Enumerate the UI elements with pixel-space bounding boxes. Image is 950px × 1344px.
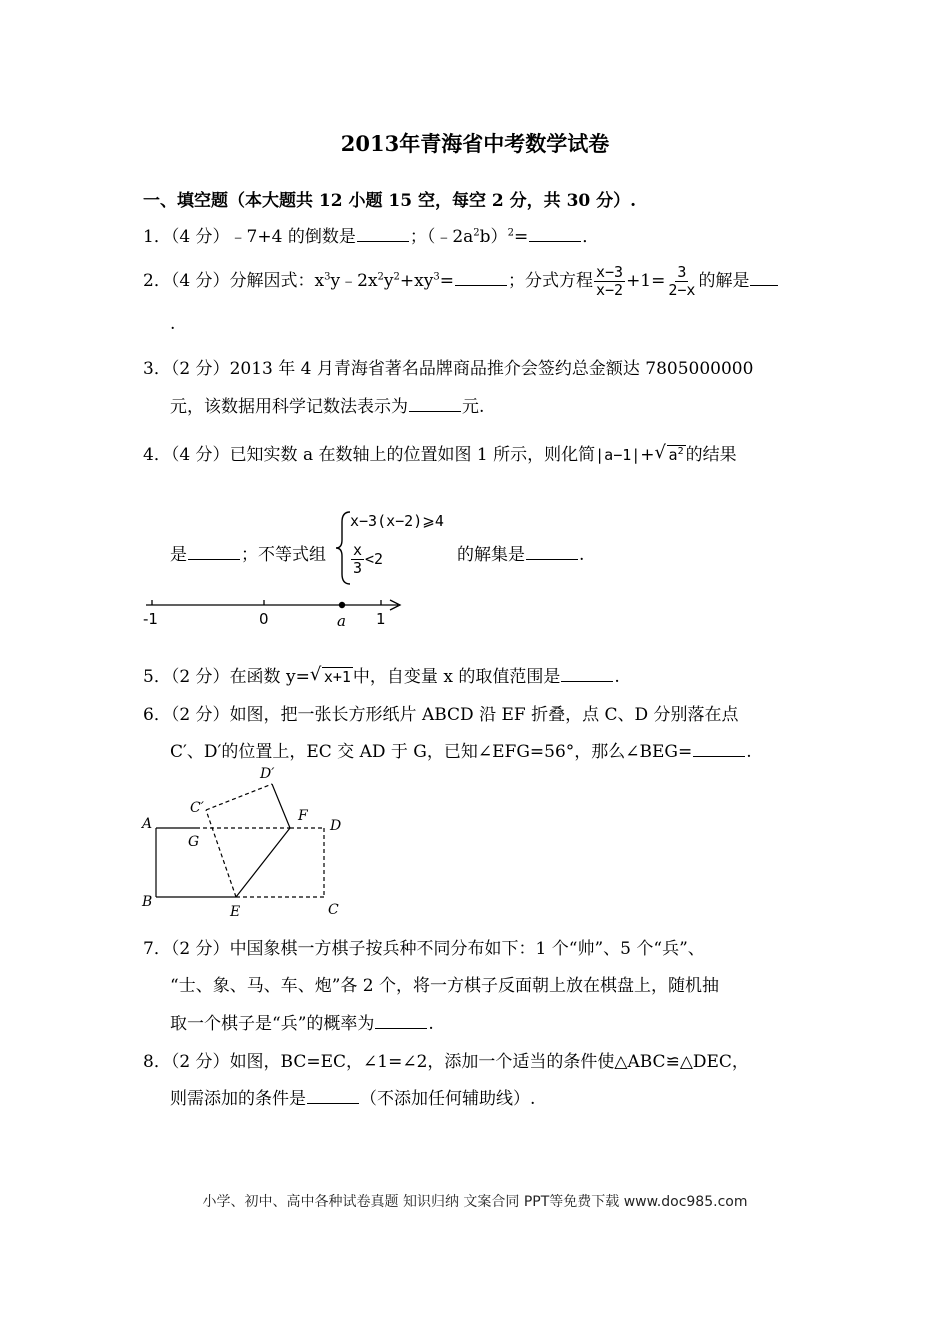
label-C: C [328, 902, 339, 918]
label-A: A [142, 816, 153, 832]
page-footer: 小学、初中、高中各种试卷真题 知识归纳 文案合同 PPT等免费下载 www.doc985.com [202, 1194, 748, 1210]
label-C-prime: C′ [190, 800, 204, 816]
question-4-line2b: 的解集是 . [457, 545, 585, 565]
inequality-2: $\frac{x}{3}$ <2 [353, 541, 384, 577]
answer-blank [455, 284, 507, 286]
question-4-line2: 是 ；不等式组 [170, 545, 326, 565]
question-2: 2．（4 分）分解因式：$x^3y﹣2x^2y^2+xy^3=$ ；分式方程 $\frac{x-3}{x-2}$ +1= $\frac{3}{2-x}$ 的解是 [143, 264, 779, 299]
answer-blank [375, 1027, 427, 1029]
question-8-line2: 则需添加的条件是 （不添加任何辅助线）. [170, 1089, 536, 1109]
answer-blank [750, 284, 778, 286]
sqrt-expr: √ $a^2$ [654, 442, 684, 464]
question-8: 8．（2 分）如图，BC=EC，∠1=∠2，添加一个适当的条件使△ABC≌△DEC， [143, 1052, 749, 1072]
label-G: G [188, 834, 200, 850]
question-3-line2: 元，该数据用科学记数法表示为 元. [170, 397, 485, 417]
page-title: 2013年青海省中考数学试卷 [340, 131, 610, 156]
label-D: D [330, 818, 342, 834]
tick-label: 1 [376, 610, 386, 628]
inequality-1: x−3(x−2)⩾4 [350, 512, 444, 530]
question-2-end: . [170, 314, 176, 334]
answer-blank [409, 410, 461, 412]
answer-blank [526, 558, 578, 560]
number-line-figure [140, 594, 410, 634]
label-F: F [298, 808, 308, 824]
answer-blank [561, 680, 613, 682]
tick-label: a [337, 612, 346, 630]
question-6-line2: C′、D′的位置上，EC 交 AD 于 G，已知∠EFG=56°，那么∠BEG= . [170, 742, 752, 762]
fraction: $\frac{3}{2-x}$ [668, 263, 696, 299]
question-7: 7．（2 分）中国象棋一方棋子按兵种不同分布如下：1 个“帅”、5 个“兵”、 [143, 939, 705, 959]
question-7-line3: 取一个棋子是“兵”的概率为 . [170, 1014, 434, 1034]
label-D-prime: D′ [260, 766, 275, 782]
question-3: 3．（2 分）2013 年 4 月青海省著名品牌商品推介会签约总金额达 7805000000 [143, 359, 754, 379]
question-1: 1．（4 分）﹣7+4 的倒数是 ；$(﹣2a^2b)^2=$ ． [143, 227, 600, 247]
answer-blank [357, 240, 409, 242]
answer-blank [307, 1102, 359, 1104]
label-E: E [230, 904, 241, 920]
question-6: 6．（2 分）如图，把一张长方形纸片 ABCD 沿 EF 折叠，点 C、D 分别落在点 [143, 705, 739, 725]
question-5: 5．（2 分）在函数 y= √ x+1 中，自变量 x 的取值范围是 . [143, 664, 620, 687]
tick-label: -1 [143, 610, 158, 628]
question-7-line2: “士、象、马、车、炮”各 2 个，将一方棋子反面朝上放在棋盘上，随机抽 [170, 976, 720, 996]
folding-figure [138, 762, 368, 922]
section-heading: 一、填空题（本大题共 12 小题 15 空，每空 2 分，共 30 分）. [143, 191, 637, 211]
answer-blank [529, 240, 581, 242]
answer-blank [693, 755, 745, 757]
fraction: $\frac{x-3}{x-2}$ [595, 263, 624, 299]
question-4: 4．（4 分）已知实数 a 在数轴上的位置如图 1 所示，则化简|a−1|+ √ $a^2$ 的结果 [143, 442, 737, 465]
answer-blank [188, 558, 240, 560]
sqrt-expr: √ x+1 [309, 664, 351, 686]
tick-label: 0 [259, 610, 269, 628]
label-B: B [142, 894, 153, 910]
point-a [339, 602, 345, 608]
